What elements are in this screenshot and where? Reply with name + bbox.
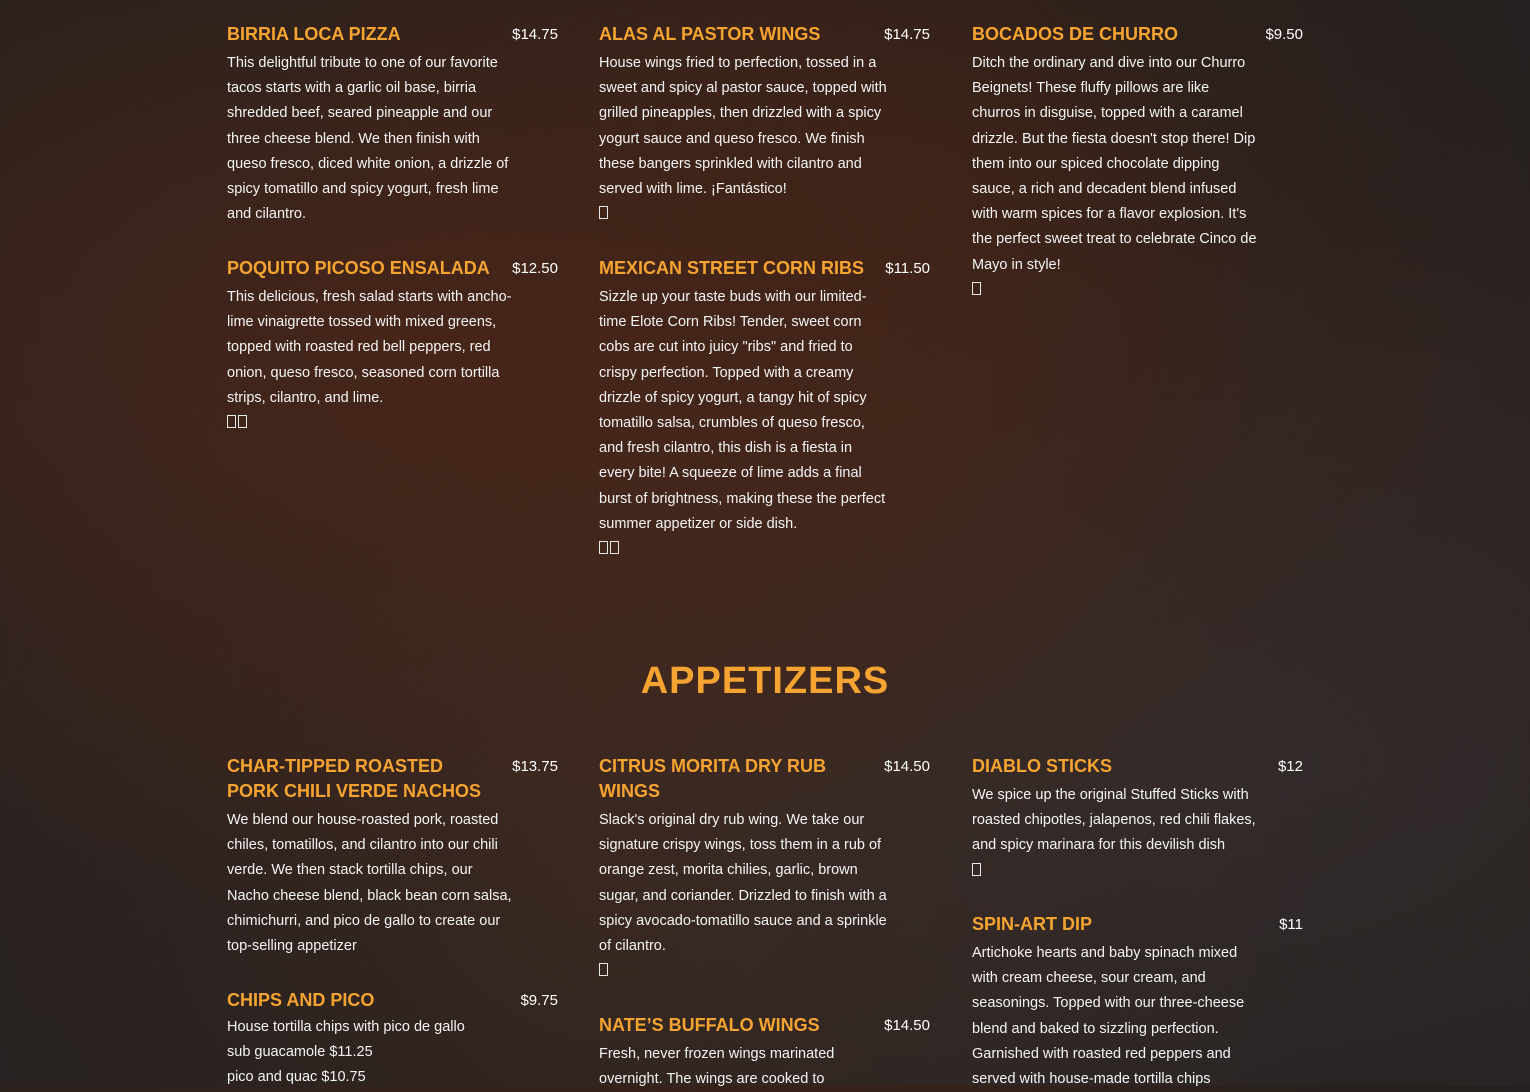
item-description: Fresh, never frozen wings marinated overnight. The wings are cooked to — [599, 1046, 835, 1088]
menu-item-bocados-de-churro — [972, 22, 1303, 303]
item-name: CHAR-TIPPED ROASTED PORK CHILI VERDE NACHOS — [227, 756, 482, 801]
spicy-icon — [599, 963, 608, 976]
item-name: MEXICAN STREET CORN RIBS — [599, 258, 865, 278]
item-price: $14.50 — [884, 758, 930, 775]
dietary-icons — [599, 959, 930, 984]
item-description: Artichoke hearts and baby spinach mixed with cream cheese, sour cream, and seasonings. Topped with our three-cheese blend and baked to sizzling perfection. Garnished with roasted red peppers and served with house-made tortilla chips — [972, 945, 1245, 1088]
item-price: $12 — [1277, 758, 1303, 775]
item-price: $14.75 — [512, 26, 558, 43]
item-price: $9.50 — [1265, 26, 1303, 43]
item-name: BOCADOS DE CHURRO — [972, 24, 1179, 44]
section-title-appetizers: APPETIZERS — [640, 660, 890, 702]
menu-item-birria-loca-pizza — [227, 22, 558, 227]
item-name: DIABLO STICKS — [972, 756, 1113, 776]
menu-item-chili-verde-nachos — [227, 754, 558, 959]
menu-item-nates-buffalo-wings — [599, 1013, 930, 1092]
dietary-icons — [972, 859, 1303, 884]
item-option-pico-and-quac: pico and quac $10.75 — [227, 1069, 366, 1086]
item-description: This delightful tribute to one of our favorite tacos starts with a garlic oil base, birria shredded beef, seared pineapple and our three cheese blend. We then finish with queso fresco, diced white onion, a drizzle of spicy tomatillo and spicy yogurt, fresh lime and cilantro. — [227, 55, 509, 223]
item-name: POQUITO PICOSO ENSALADA — [227, 258, 490, 278]
item-name: CITRUS MORITA DRY RUB WINGS — [599, 756, 826, 801]
item-name: CHIPS AND PICO — [227, 990, 375, 1010]
spicy-icon — [972, 863, 981, 876]
item-price: $14.75 — [884, 26, 930, 43]
item-description: Sizzle up your taste buds with our limited-time Elote Corn Ribs! Tender, sweet corn cobs are cut into juicy "ribs" and fried to crispy perfection. Topped with a creamy drizzle of spicy yogurt, a tangy hit of spicy tomatillo salsa, crumbles of queso fresco, and fresh cilantro, this dish is a fiesta in every bite! A squeeze of lime adds a final burst of brightness, making these the perfect summer appetizer or side dish. — [599, 289, 886, 532]
item-description: This delicious, fresh salad starts with ancho-lime vinaigrette tossed with mixed greens, topped with roasted red bell peppers, red onion, queso fresco, seasoned corn tortilla strips, cilantro, and lime. — [227, 289, 512, 406]
vegetarian-icon — [227, 415, 236, 428]
dietary-icons — [599, 202, 930, 227]
menu-item-mexican-street-corn-ribs — [599, 256, 930, 562]
item-price: $13.75 — [512, 758, 558, 775]
menu-item-alas-al-pastor-wings — [599, 22, 930, 227]
item-description: We spice up the original Stuffed Sticks with roasted chipotles, jalapenos, red chili flakes, and spicy marinara for this devilish dish — [972, 787, 1256, 854]
item-description: House wings fried to perfection, tossed in a sweet and spicy al pastor sauce, topped with grilled pineapples, then drizzled with a spicy yogurt sauce and queso fresco. We finish these bangers sprinkled with cilantro and served with lime. ¡Fantástico! — [599, 55, 887, 198]
item-price: $11 — [1279, 916, 1303, 933]
item-description: Ditch the ordinary and dive into our Churro Beignets! These fluffy pillows are like churros in disguise, topped with a caramel drizzle. But the fiesta doesn't stop there! Dip them into our spiced chocolate dipping sauce, a rich and decadent blend infused with warm spices for a flavor explosion. It's the perfect sweet treat to celebrate Cinco de Mayo in style! — [972, 55, 1257, 273]
menu-item-citrus-morita-wings — [599, 754, 930, 984]
item-name: NATE’S BUFFALO WINGS — [599, 1015, 820, 1035]
dietary-icons — [972, 278, 1303, 303]
menu-item-spin-art-dip — [972, 912, 1303, 1092]
vegetarian-icon — [599, 541, 608, 554]
item-description: Slack's original dry rub wing. We take our signature crispy wings, toss them in a rub of orange zest, morita chilies, garlic, brown sugar, and coriander. Drizzled to finish with a spicy avocado-tomatillo sauce and a sprinkle of cilantro. — [599, 812, 887, 955]
menu-item-chips-and-pico — [227, 988, 558, 1091]
menu-item-diablo-sticks — [972, 754, 1303, 884]
item-name: SPIN-ART DIP — [972, 914, 1093, 934]
dietary-icons — [599, 537, 930, 562]
vegetarian-icon — [972, 282, 981, 295]
spicy-icon — [599, 206, 608, 219]
menu-item-poquito-picoso-ensalada — [227, 256, 558, 436]
item-name: BIRRIA LOCA PIZZA — [227, 24, 401, 44]
item-name: ALAS AL PASTOR WINGS — [599, 24, 821, 44]
dietary-icons — [227, 411, 558, 436]
item-description: House tortilla chips with pico de gallo — [227, 1019, 465, 1035]
spicy-icon — [238, 415, 247, 428]
item-price: $12.50 — [512, 260, 558, 277]
item-price: $14.50 — [884, 1017, 930, 1034]
item-description: We blend our house-roasted pork, roasted chiles, tomatillos, and cilantro into our chili verde. We then stack tortilla chips, our Nacho cheese blend, black bean corn salsa, chimichurri, and pico de gallo to create our top-selling appetizer — [227, 812, 512, 955]
item-price: $9.75 — [520, 992, 558, 1009]
item-price: $11.50 — [885, 260, 930, 277]
item-option-guacamole: sub guacamole $11.25 — [227, 1044, 373, 1061]
spicy-icon — [610, 541, 619, 554]
